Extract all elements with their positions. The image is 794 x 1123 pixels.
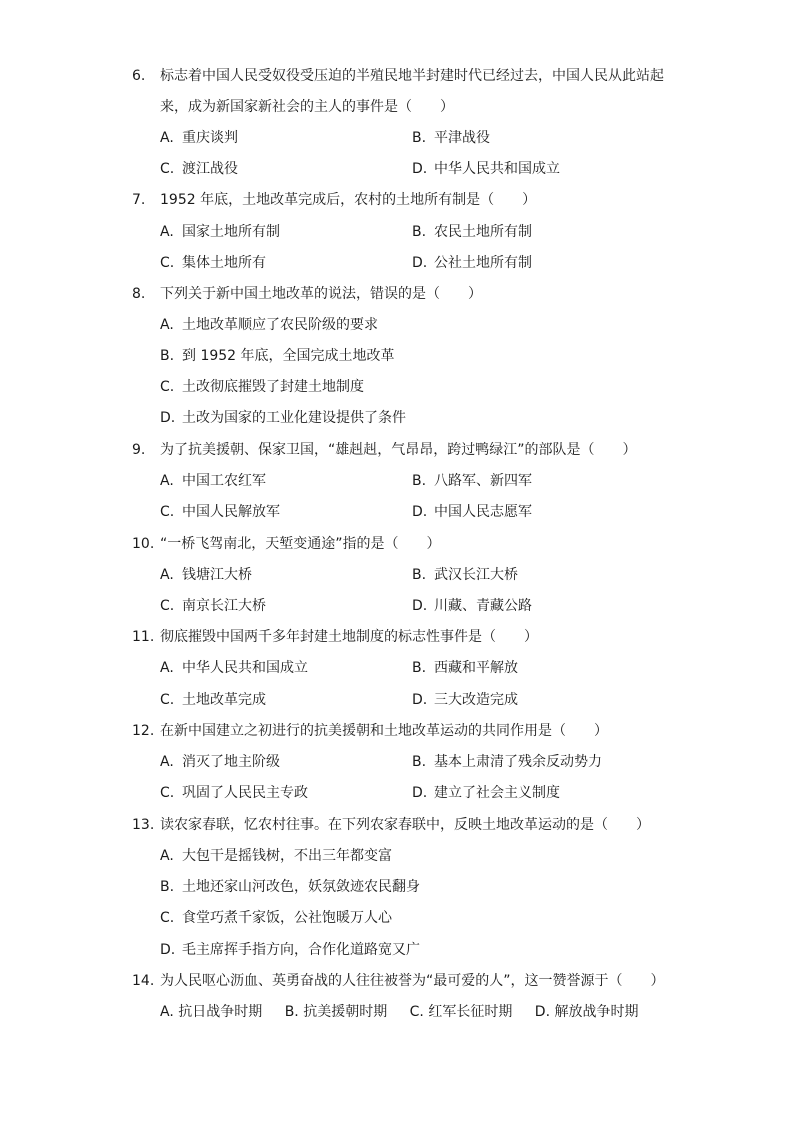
question-number: 10.	[132, 536, 155, 552]
option-d[interactable]: D. 毛主席挥手指方向，合作化道路宽又广	[160, 942, 420, 958]
option-c[interactable]: C. 巩固了人民民主专政	[160, 785, 308, 801]
option-c[interactable]: C. 土地改革完成	[160, 692, 266, 708]
question-stem: 1952 年底，土地改革完成后，农村的土地所有制是（ ）	[160, 192, 537, 208]
option-d[interactable]: D. 中国人民志愿军	[412, 504, 532, 520]
question-stem: 在新中国建立之初进行的抗美援朝和土地改革运动的共同作用是（ ）	[160, 723, 608, 739]
question-stem: 为了抗美援朝、保家卫国，“雄赳赳，气昂昂，跨过鸭绿江”的部队是（ ）	[160, 442, 637, 458]
question-number: 11.	[132, 629, 155, 645]
option-a[interactable]: A. 大包干是摇钱树，不出三年都变富	[160, 848, 392, 864]
option-a[interactable]: A. 抗日战争时期	[160, 1004, 263, 1020]
option-d[interactable]: D. 中华人民共和国成立	[412, 161, 560, 177]
question-stem: 为人民呕心沥血、英勇奋战的人往往被誉为“最可爱的人”，这一赞誉源于（ ）	[160, 973, 665, 989]
option-a[interactable]: A. 中华人民共和国成立	[160, 660, 308, 676]
option-b[interactable]: B. 武汉长江大桥	[412, 567, 518, 583]
option-a[interactable]: A. 土地改革顺应了农民阶级的要求	[160, 317, 378, 333]
question-stem: 下列关于新中国土地改革的说法，错误的是（ ）	[160, 286, 482, 302]
question-number: 14.	[132, 973, 155, 989]
question-stem: 彻底摧毁中国两千多年封建土地制度的标志性事件是（ ）	[160, 629, 538, 645]
option-b[interactable]: B. 土地还家山河改色，妖氛敛迹农民翻身	[160, 879, 420, 895]
option-c[interactable]: C. 中国人民解放军	[160, 504, 280, 520]
option-d[interactable]: D. 解放战争时期	[534, 1004, 639, 1020]
question-stem: 读农家春联，忆农村往事。在下列农家春联中，反映土地改革运动的是（ ）	[160, 817, 650, 833]
question-number: 8.	[132, 286, 146, 302]
option-b[interactable]: B. 基本上肃清了残余反动势力	[412, 754, 602, 770]
option-d[interactable]: D. 建立了社会主义制度	[412, 785, 560, 801]
option-row	[160, 1002, 656, 1022]
option-b[interactable]: B. 农民土地所有制	[412, 224, 532, 240]
option-b[interactable]: B. 八路军、新四军	[412, 473, 532, 489]
question-number: 12.	[132, 723, 155, 739]
option-c[interactable]: C. 南京长江大桥	[160, 598, 266, 614]
question-number: 7.	[132, 192, 146, 208]
question-number: 6.	[132, 68, 146, 84]
question-stem: “一桥飞驾南北，天堑变通途”指的是（ ）	[160, 536, 441, 552]
option-a[interactable]: A. 重庆谈判	[160, 130, 238, 146]
option-d[interactable]: D. 土改为国家的工业化建设提供了条件	[160, 410, 406, 426]
option-b[interactable]: B. 到 1952 年底，全国完成土地改革	[160, 348, 395, 364]
option-d[interactable]: D. 公社土地所有制	[412, 255, 532, 271]
question-number: 13.	[132, 817, 155, 833]
option-a[interactable]: A. 钱塘江大桥	[160, 567, 252, 583]
option-b[interactable]: B. 抗美援朝时期	[284, 1004, 388, 1020]
option-a[interactable]: A. 中国工农红军	[160, 473, 266, 489]
option-b[interactable]: B. 西藏和平解放	[412, 660, 518, 676]
question-stem: 标志着中国人民受奴役受压迫的半殖民地半封建时代已经过去，中国人民从此站起来，成为新国家新社会的主人的事件是（ ）	[160, 68, 664, 115]
question-number: 9.	[132, 442, 146, 458]
option-b[interactable]: B. 平津战役	[412, 130, 490, 146]
option-c[interactable]: C. 集体土地所有	[160, 255, 266, 271]
option-d[interactable]: D. 三大改造完成	[412, 692, 518, 708]
option-a[interactable]: A. 消灭了地主阶级	[160, 754, 280, 770]
option-c[interactable]: C. 食堂巧煮千家饭，公社饱暖万人心	[160, 910, 392, 926]
option-c[interactable]: C. 土改彻底摧毁了封建土地制度	[160, 379, 364, 395]
option-c[interactable]: C. 红军长征时期	[409, 1004, 513, 1020]
option-d[interactable]: D. 川藏、青藏公路	[412, 598, 532, 614]
option-a[interactable]: A. 国家土地所有制	[160, 224, 280, 240]
option-c[interactable]: C. 渡江战役	[160, 161, 238, 177]
